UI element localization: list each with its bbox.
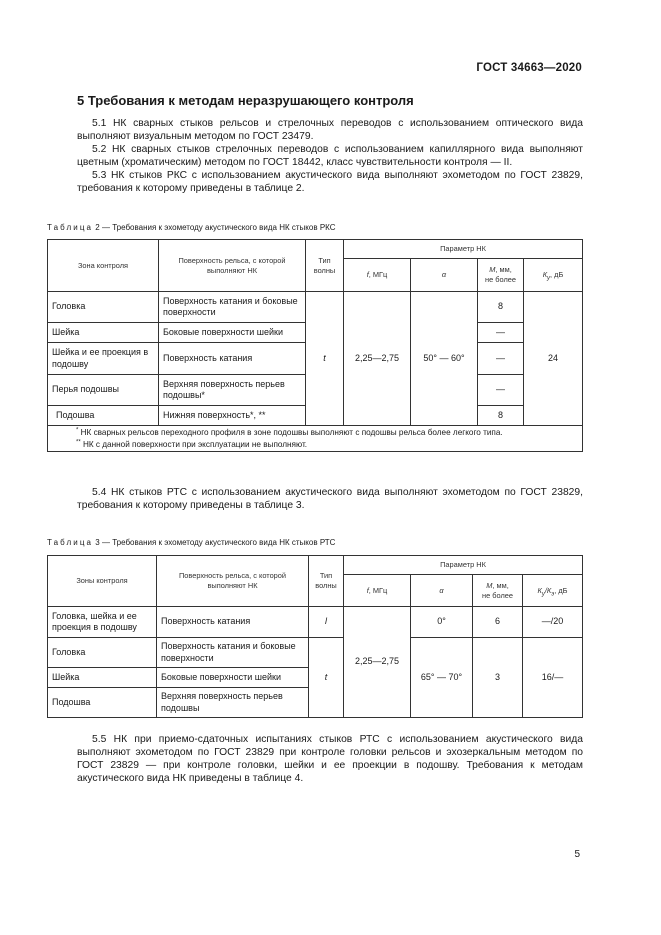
table3-row1-ky: —/20 [523, 607, 583, 638]
table2-row5-surface: Нижняя поверхность*, ** [159, 406, 306, 426]
table3-header-zone: Зоны контроля [48, 556, 157, 607]
table2-row2-m: — [478, 323, 524, 343]
table3-row2-surface: Поверхность катания и боковые поверхности [157, 638, 309, 668]
table2-header-ky: $К_у$, дБ [524, 259, 583, 292]
section-title: 5 Требования к методам неразрушающего контроля [77, 93, 414, 108]
document-code: ГОСТ 34663—2020 [476, 62, 582, 74]
table3-row1-m: 6 [473, 607, 523, 638]
table3-header-param: Параметр НК [344, 556, 583, 575]
table3-caption-prefix: Таблица [47, 538, 94, 547]
table2-row4-surface: Верхняя поверхность перьев подошвы* [159, 375, 306, 406]
table2-header-wave: Тип волны [306, 240, 344, 292]
table2 [47, 239, 583, 452]
table2-note-2-text: НК с данной поверхности при эксплуатации не выполняют. [80, 439, 308, 449]
paragraph-5-5: 5.5 НК при приемо-сдаточных испытаниях стыков РТС с использованием акустического вида выполняют эхометодом по ГОСТ 23829 при контроле головки рельсов и эхозеркальным методом по ГОСТ 23829 — при контроле головки, шейки и ее проекции в подошву. Требования к методам акустического вида НК приведены в таблице 4. [77, 734, 583, 784]
table2-header-param: Параметр НК [344, 240, 583, 259]
table2-frequency: 2,25—2,75 [344, 292, 411, 426]
table2-sensitivity: 24 [524, 292, 583, 426]
paragraph-5-1: 5.1 НК сварных стыков рельсов и стрелочных переводов с использованием оптического вида выполняют визуальным методом по ГОСТ 23479. [77, 118, 583, 142]
table3-row2-zone: Головка [48, 638, 157, 668]
table3-header-wave: Тип волны [309, 556, 344, 607]
table3-angle: 65° — 70° [411, 638, 473, 718]
table3-header-surface: Поверхность рельса, с которой выполняют НК [157, 556, 309, 607]
table2-angle: 50° — 60° [411, 292, 478, 426]
table3-header-frequency: f, МГц [344, 575, 411, 607]
table3-header-m: М, мм, не более [473, 575, 523, 607]
table2-note-1-mark: * [76, 427, 79, 434]
table2-row4-zone: Перья подошвы [48, 375, 159, 406]
table3-frequency: 2,25—2,75 [344, 607, 411, 718]
table3-header-alpha: α [411, 575, 473, 607]
table2-row1-m: 8 [478, 292, 524, 323]
table2-header-m: М, мм, не более [478, 259, 524, 292]
table3-row1-zone: Головка, шейка и ее проекция в подошву [48, 607, 157, 638]
table3-row4-zone: Подошва [48, 688, 157, 718]
table3-sensitivity: 16/— [523, 638, 583, 718]
table3-caption-text: 3 — Требования к эхометоду акустического вида НК стыков РТС [93, 538, 336, 547]
table3 [47, 555, 583, 718]
table2-row2-zone: Шейка [48, 323, 159, 343]
table2-notes [48, 426, 583, 452]
table2-note-2-mark: ** [76, 438, 81, 445]
paragraph-5-3: 5.3 НК стыков РКС с использованием акустического вида выполняют эхометодом по ГОСТ 23829, требования к которому приведены в таблице 2. [77, 170, 583, 194]
table2-caption [47, 223, 336, 232]
table2-row2-surface: Боковые поверхности шейки [159, 323, 306, 343]
table2-note-1-text: НК сварных рельсов переходного профиля в зоне подошвы выполняют с подошвы рельса более легкого типа. [78, 428, 503, 437]
table3-row3-zone: Шейка [48, 668, 157, 688]
table2-row3-m: — [478, 343, 524, 375]
page-number: 5 [574, 849, 580, 860]
table2-row3-zone: Шейка и ее проекция в подошву [48, 343, 159, 375]
table2-row1-zone: Головка [48, 292, 159, 323]
table2-wave-type: t [306, 292, 344, 426]
table2-caption-text: 2 — Требования к эхометоду акустического вида НК стыков РКС [93, 223, 336, 232]
paragraph-5-2: 5.2 НК сварных стыков стрелочных переводов с использованием капиллярного вида выполняют цветным (хроматическим) методом по ГОСТ 18442, класс чувствительности контроля — II. [77, 144, 583, 168]
table2-note-1 [52, 427, 578, 439]
table3-row3-surface: Боковые поверхности шейки [157, 668, 309, 688]
table2-row5-m: 8 [478, 406, 524, 426]
table2-header-zone: Зона контроля [48, 240, 159, 292]
table2-row4-m: — [478, 375, 524, 406]
table3-row1-alpha: 0° [411, 607, 473, 638]
table2-row3-surface: Поверхность катания [159, 343, 306, 375]
table3-row1-wave: l [309, 607, 344, 638]
table3-m: 3 [473, 638, 523, 718]
table3-caption [47, 538, 335, 547]
table2-header-alpha: α [411, 259, 478, 292]
table2-header-surface: Поверхность рельса, с которой выполняют НК [159, 240, 306, 292]
paragraph-5-4: 5.4 НК стыков РТС с использованием акустического вида выполняют эхометодом по ГОСТ 23829, требования к которому приведены в таблице 3. [77, 487, 583, 511]
table2-row5-zone: Подошва [48, 406, 159, 426]
table2-note-2 [52, 439, 578, 451]
table3-wave-type: t [309, 638, 344, 718]
table3-row4-surface: Верхняя поверхность перьев подошвы [157, 688, 309, 718]
table3-header-ky: $К_у/К_э$, дБ [523, 575, 583, 607]
table3-row1-surface: Поверхность катания [157, 607, 309, 638]
table2-row1-surface: Поверхность катания и боковые поверхности [159, 292, 306, 323]
table2-header-frequency: f, МГц [344, 259, 411, 292]
table2-caption-prefix: Таблица [47, 223, 94, 232]
